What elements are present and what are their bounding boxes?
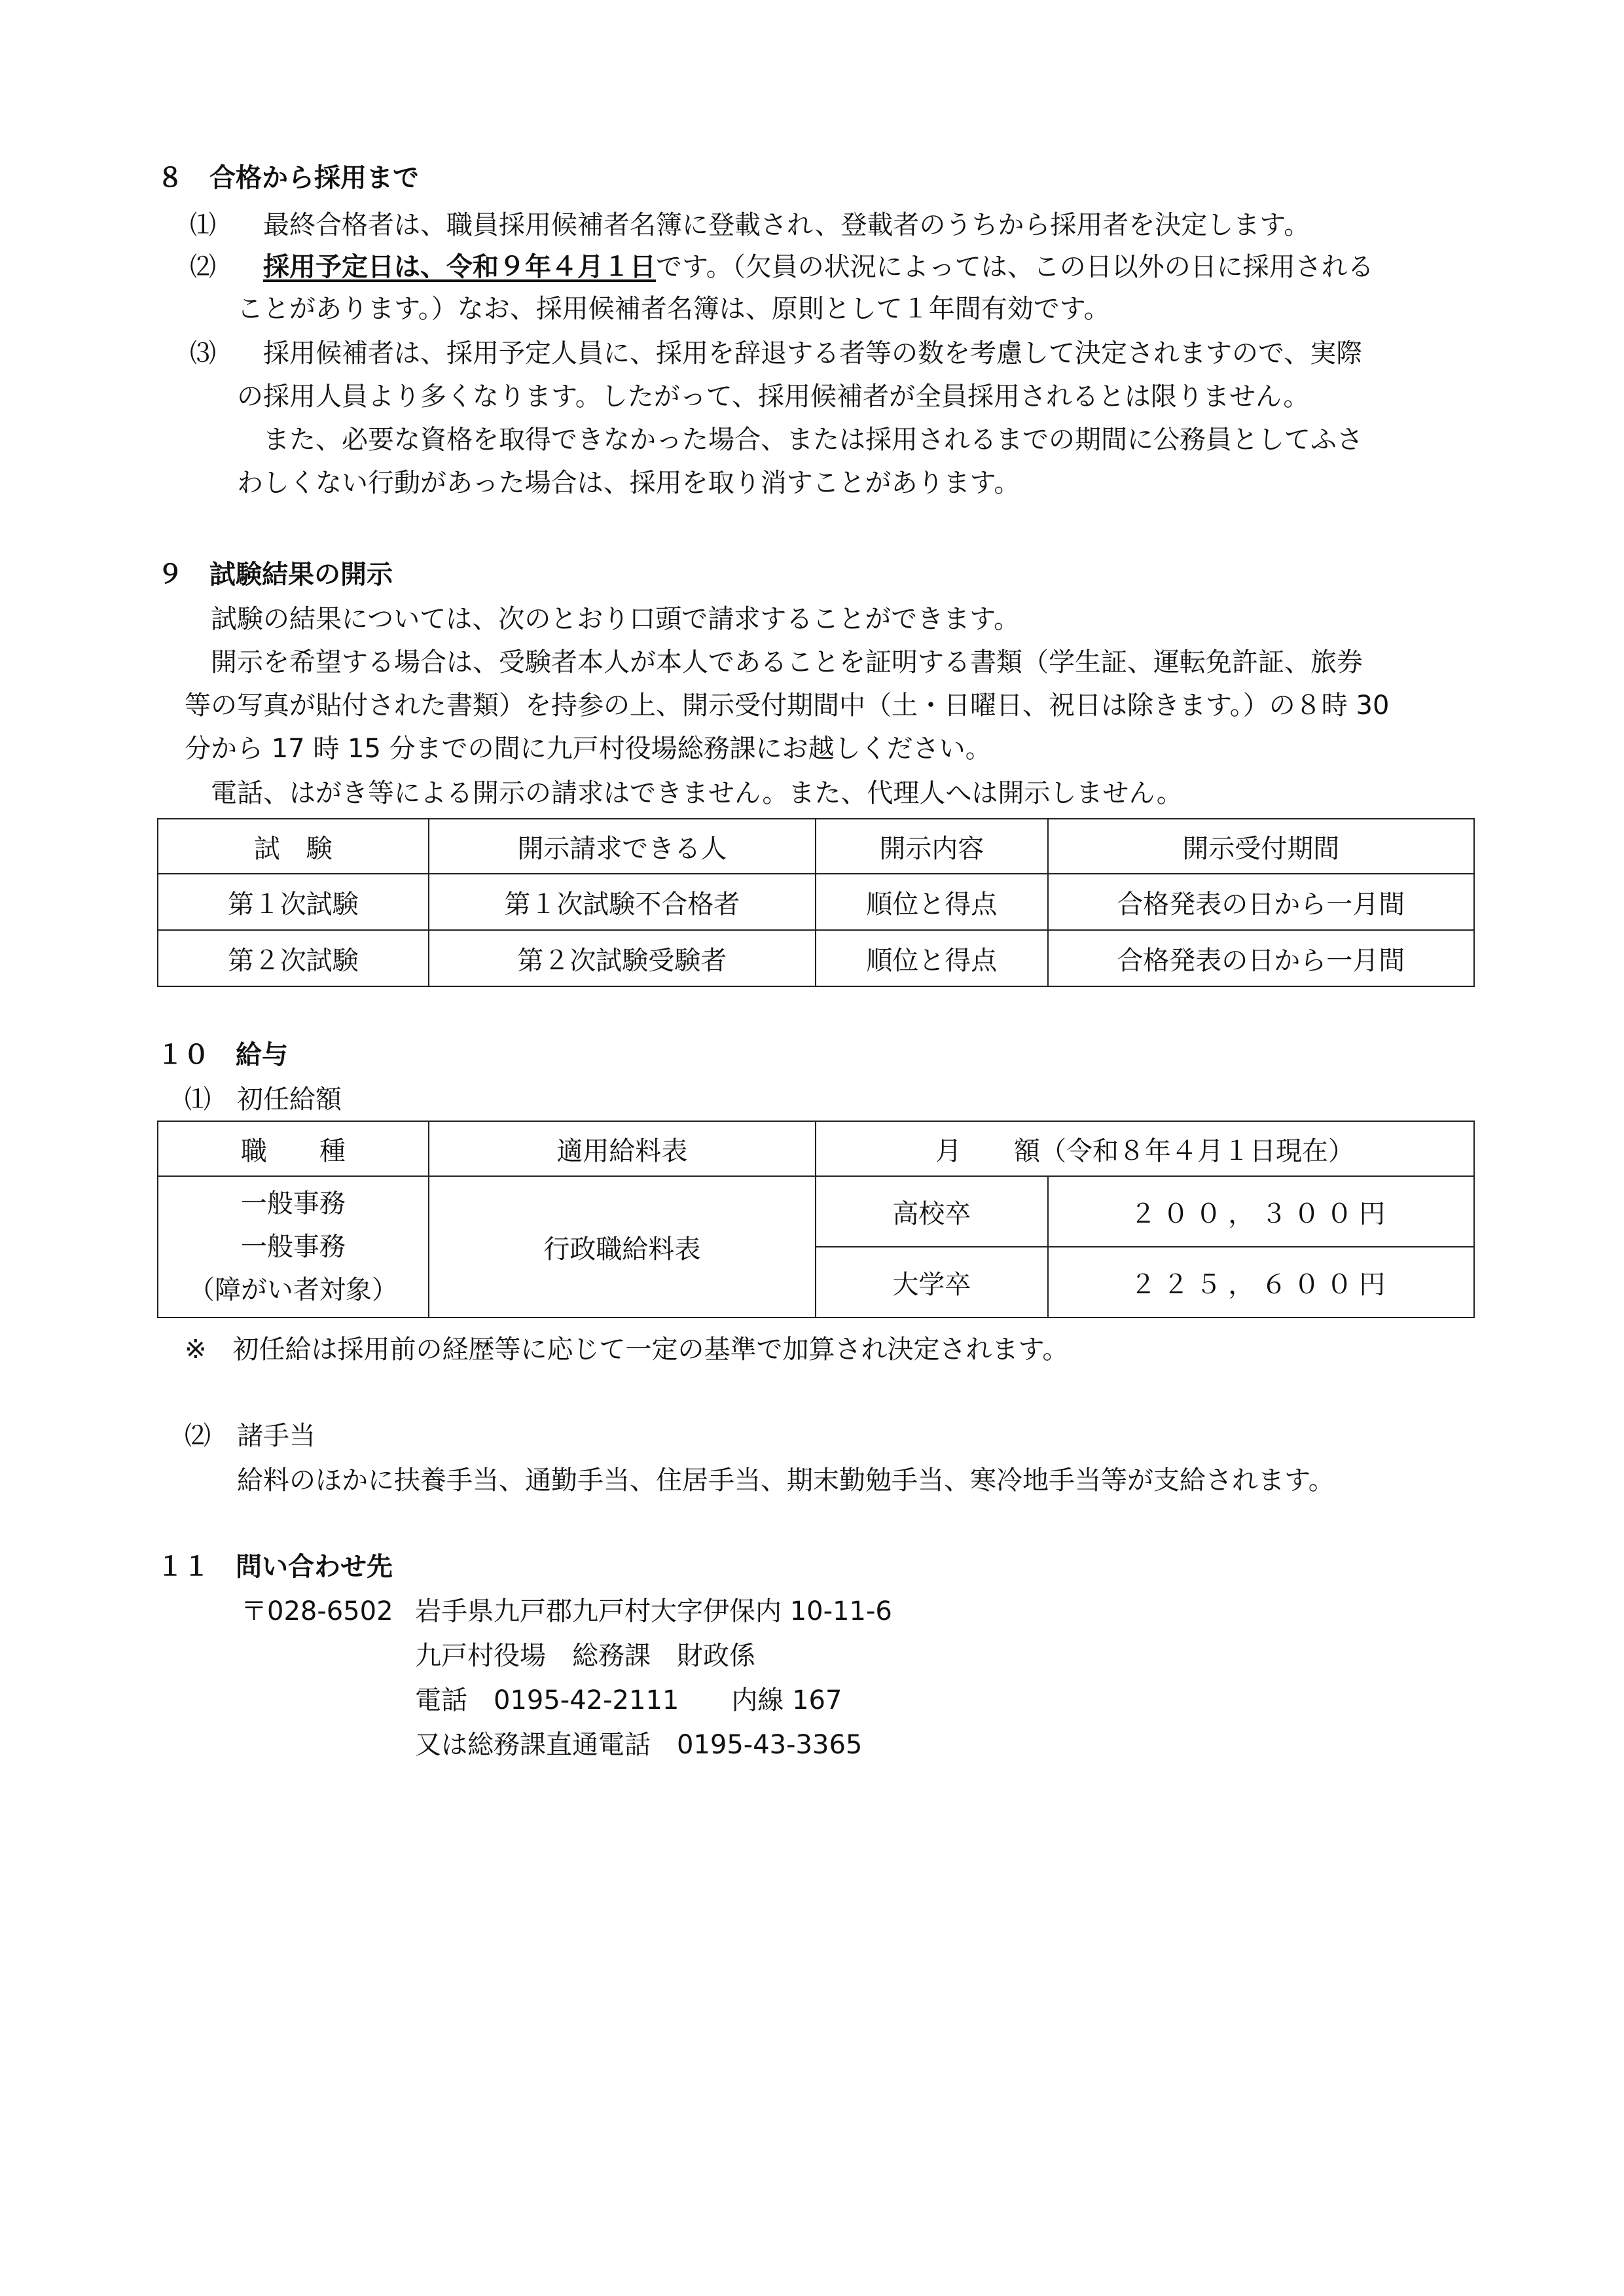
salary-scale-cell: 行政職給料表 bbox=[429, 1176, 816, 1318]
table-cell: 第１次試験不合格者 bbox=[429, 874, 816, 930]
paragraph: 等の写真が貼付された書類）を持参の上、開示受付期間中（土・日曜日、祝日は除きます。）の８時 30 bbox=[185, 691, 1390, 721]
section-10-heading: １０ 給与 bbox=[157, 1040, 288, 1070]
table-header: 開示受付期間 bbox=[1048, 819, 1474, 874]
table-header: 開示内容 bbox=[816, 819, 1048, 874]
direct-phone: 又は総務課直通電話 0195-43-3365 bbox=[415, 1730, 863, 1760]
table-row bbox=[158, 930, 1474, 986]
table-row bbox=[158, 1176, 1474, 1247]
salary-table bbox=[157, 1121, 1475, 1318]
phone-number: 電話 0195-42-2111 内線 167 bbox=[415, 1685, 842, 1715]
job-type-line: 一般事務 bbox=[240, 1189, 346, 1219]
item-text-continued: の採用人員より多くなります。したがって、採用候補者が全員採用されるとは限りません。 bbox=[237, 382, 1310, 412]
table-header: 職 種 bbox=[158, 1121, 429, 1176]
subheading: ⑴ 初任給額 bbox=[185, 1085, 342, 1115]
section-8-heading: ８ 合格から採用まで bbox=[157, 163, 419, 193]
table-header-row bbox=[158, 1121, 1474, 1176]
table-header: 試 験 bbox=[158, 819, 429, 874]
table-row bbox=[158, 874, 1474, 930]
item-number: ⑵ bbox=[190, 252, 216, 282]
paragraph: 分から 17 時 15 分までの間に九戸村役場総務課にお越しください。 bbox=[185, 734, 992, 764]
table-header-row bbox=[158, 819, 1474, 874]
table-header: 開示請求できる人 bbox=[429, 819, 816, 874]
job-type-line: （障がい者対象） bbox=[188, 1275, 398, 1305]
paragraph: 開示を希望する場合は、受験者本人が本人であることを証明する書類（学生証、運転免許証、旅券 bbox=[211, 647, 1363, 677]
item-text-continued: わしくない行動があった場合は、採用を取り消すことがあります。 bbox=[237, 468, 1020, 498]
item-text-continued: また、必要な資格を取得できなかった場合、または採用されるまでの期間に公務員としてふさ bbox=[263, 425, 1363, 455]
subheading: ⑵ 諸手当 bbox=[185, 1421, 316, 1451]
education-cell: 大学卒 bbox=[816, 1247, 1048, 1318]
paragraph: 電話、はがき等による開示の請求はできません。また、代理人へは開示しません。 bbox=[211, 778, 1183, 808]
hiring-date-emphasis: 採用予定日は、令和９年４月１日 bbox=[263, 252, 656, 282]
amount-cell: ２００，３００円 bbox=[1048, 1176, 1474, 1247]
education-cell: 高校卒 bbox=[816, 1176, 1048, 1247]
postal-code: 〒028-6502 bbox=[241, 1596, 393, 1626]
job-type-cell bbox=[158, 1176, 429, 1318]
table-cell: 第２次試験 bbox=[158, 930, 429, 986]
table-header: 月 額（令和８年４月１日現在） bbox=[816, 1121, 1474, 1176]
table-cell: 順位と得点 bbox=[816, 874, 1048, 930]
amount-cell: ２２５，６００円 bbox=[1048, 1247, 1474, 1318]
office-name: 九戸村役場 総務課 財政係 bbox=[415, 1641, 755, 1671]
item-text: 最終合格者は、職員採用候補者名簿に登載され、登載者のうちから採用者を決定します。 bbox=[263, 210, 1310, 240]
item-text: 採用候補者は、採用予定人員に、採用を辞退する者等の数を考慮して決定されますので、実際 bbox=[263, 338, 1363, 368]
table-cell: 合格発表の日から一月間 bbox=[1048, 874, 1474, 930]
item-text-continued: ことがあります。）なお、採用候補者名簿は、原則として１年間有効です。 bbox=[237, 294, 1110, 324]
table-cell: 順位と得点 bbox=[816, 930, 1048, 986]
job-type-line: 一般事務 bbox=[240, 1232, 346, 1262]
item-number: ⑶ bbox=[190, 338, 216, 368]
section-11-heading: １１ 問い合わせ先 bbox=[157, 1552, 393, 1582]
table-header: 適用給料表 bbox=[429, 1121, 816, 1176]
disclosure-table bbox=[157, 818, 1475, 987]
table-cell: 第２次試験受験者 bbox=[429, 930, 816, 986]
salary-note: ※ 初任給は採用前の経歴等に応じて一定の基準で加算され決定されます。 bbox=[185, 1335, 1069, 1365]
paragraph: 試験の結果については、次のとおり口頭で請求することができます。 bbox=[211, 604, 1020, 634]
item-text bbox=[263, 250, 1374, 284]
item-text-rest: です。（欠員の状況によっては、この日以外の日に採用される bbox=[656, 252, 1374, 282]
address: 岩手県九戸郡九戸村大字伊保内 10-11-6 bbox=[415, 1596, 892, 1626]
section-9-heading: ９ 試験結果の開示 bbox=[157, 560, 393, 590]
paragraph: 給料のほかに扶養手当、通勤手当、住居手当、期末勤勉手当、寒冷地手当等が支給されます。 bbox=[237, 1465, 1335, 1496]
table-cell: 合格発表の日から一月間 bbox=[1048, 930, 1474, 986]
table-cell: 第１次試験 bbox=[158, 874, 429, 930]
item-number: ⑴ bbox=[190, 210, 216, 240]
